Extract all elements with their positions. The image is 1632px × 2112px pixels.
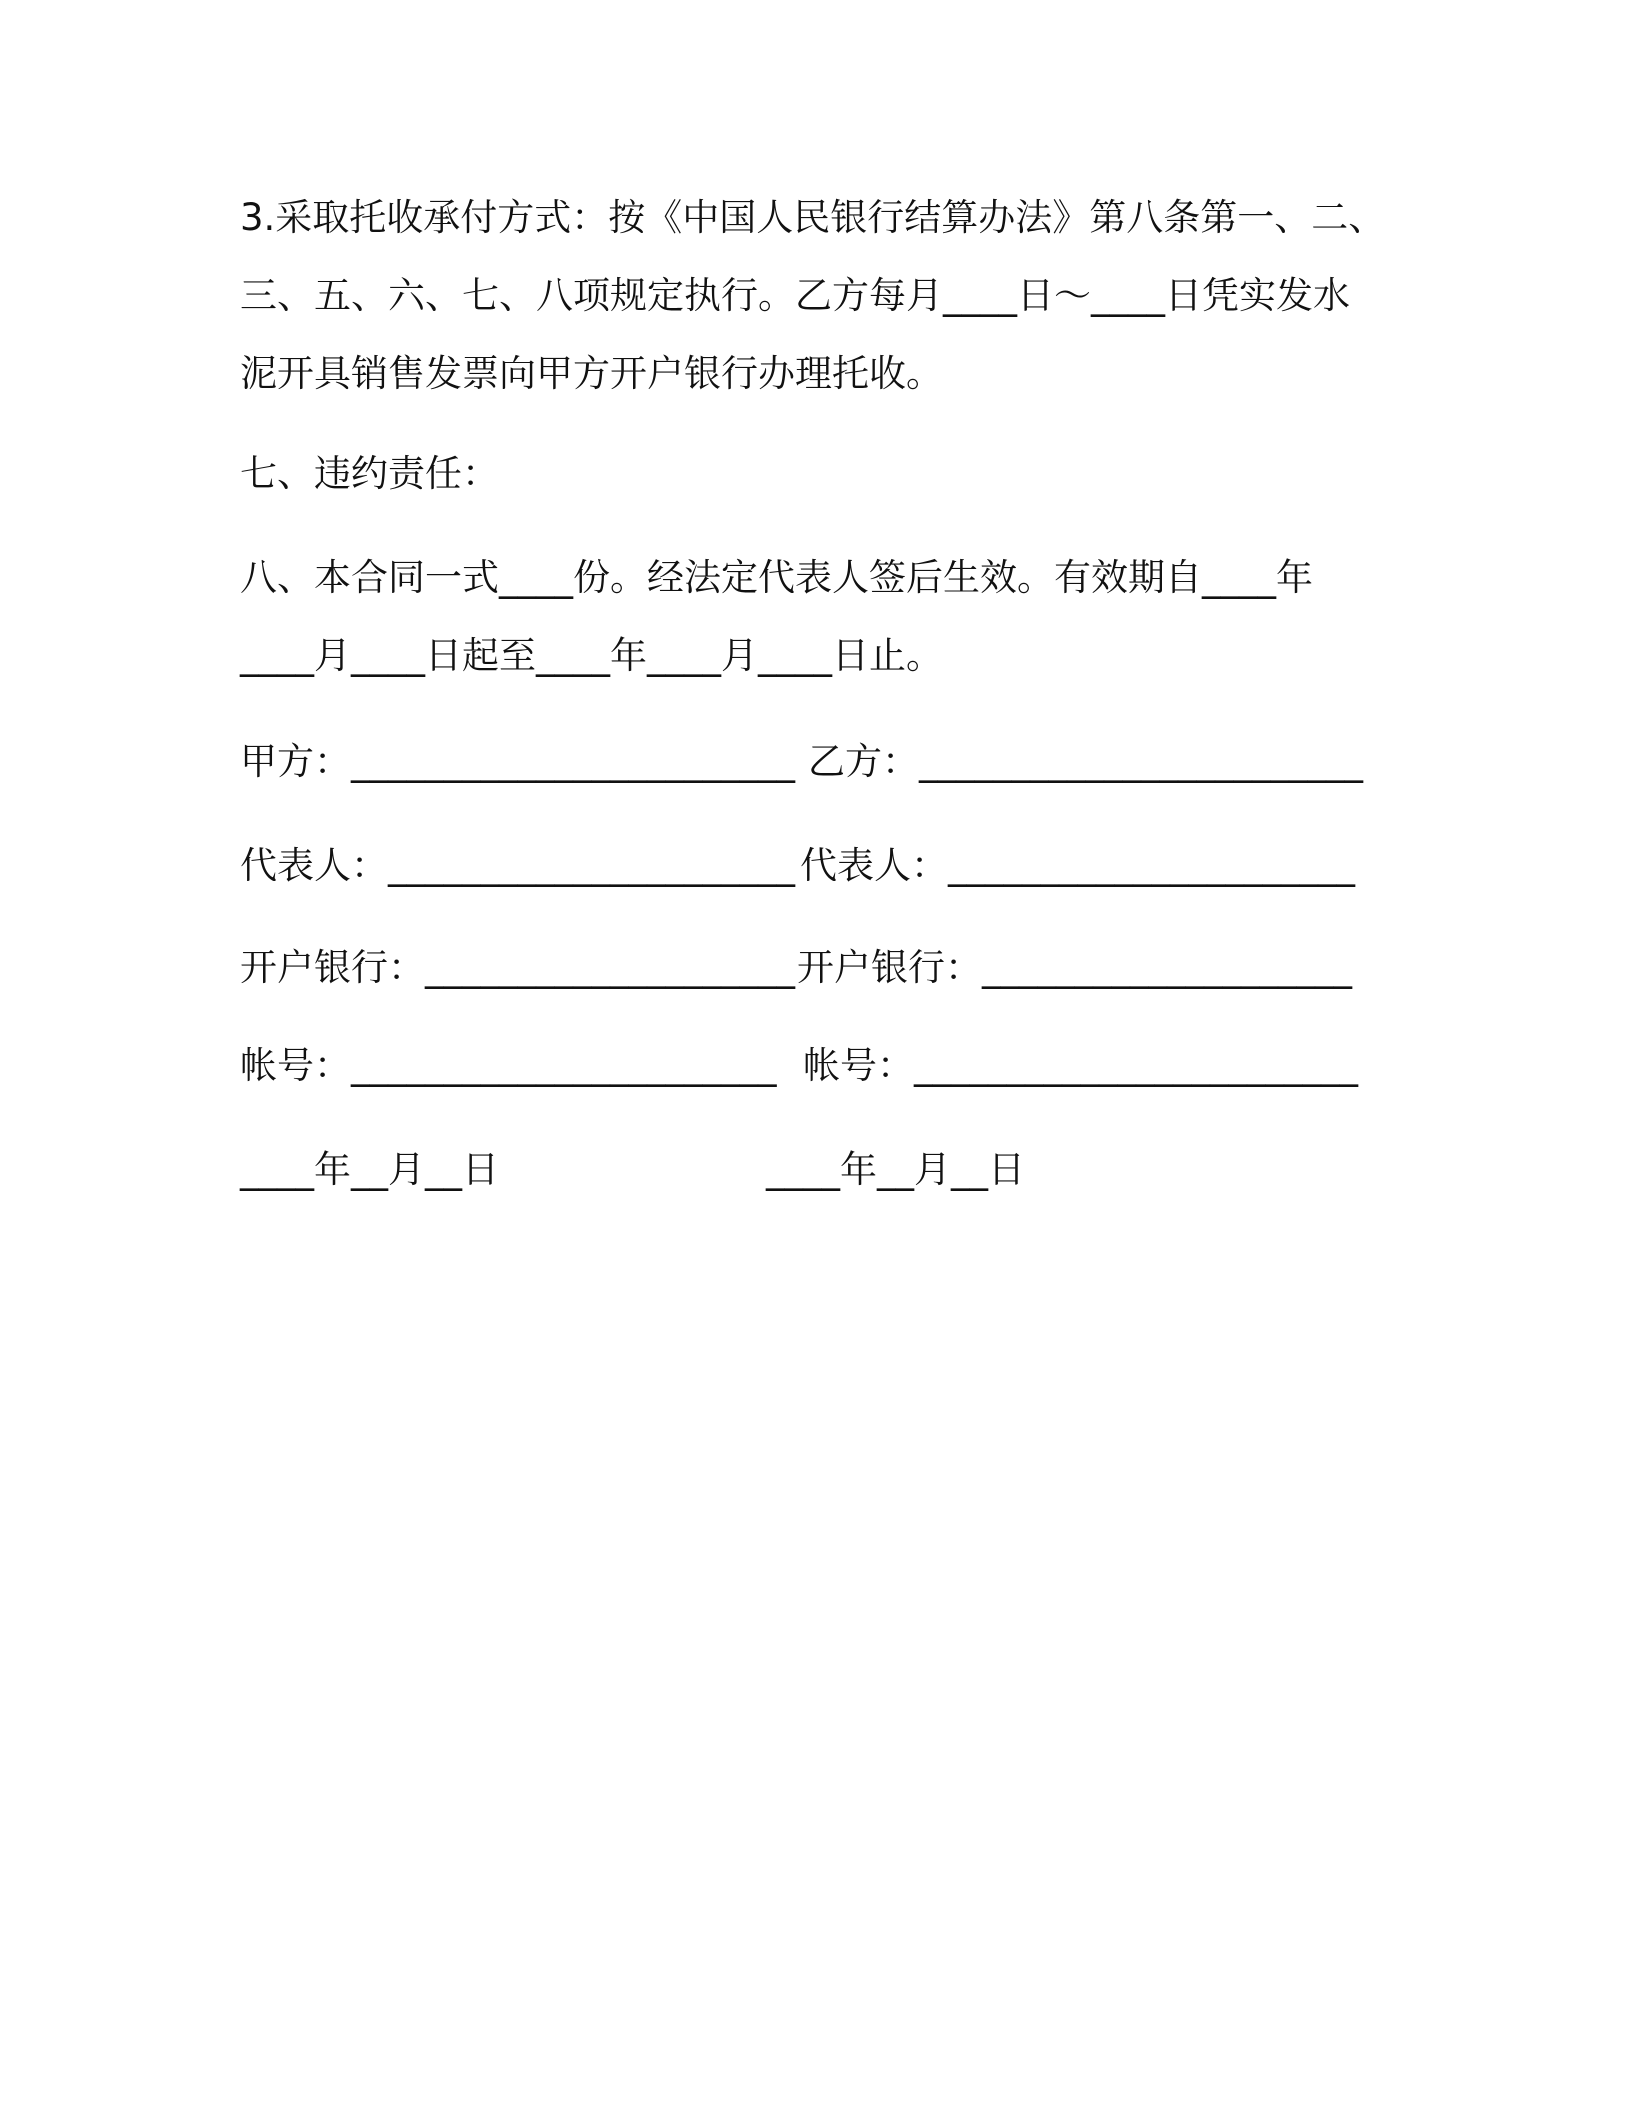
- date-b-field: ____年__月__日: [766, 1148, 1025, 1191]
- clause-3-line-2: 三、五、六、七、八项规定执行。乙方每月____日～____日凭实发水: [240, 274, 1350, 317]
- bank-b-field: 开户银行：____________________: [797, 946, 1352, 989]
- representative-b-field: 代表人：______________________: [800, 844, 1355, 887]
- clause-3-line-3: 泥开具销售发票向甲方开户银行办理托收。: [240, 352, 943, 395]
- clause-3-line-1: 3.采取托收承付方式：按《中国人民银行结算办法》第八条第一、二、: [240, 196, 1386, 239]
- section-8-line-1: 八、本合同一式____份。经法定代表人签后生效。有效期自____年: [240, 556, 1313, 599]
- bank-a-field: 开户银行：____________________: [240, 946, 795, 989]
- account-b-field: 帐号：________________________: [803, 1044, 1358, 1087]
- party-b-field: 乙方：________________________: [808, 740, 1363, 783]
- date-a-field: ____年__月__日: [240, 1148, 499, 1191]
- section-7-heading: 七、违约责任：: [240, 452, 499, 495]
- party-a-field: 甲方：________________________: [240, 740, 795, 783]
- account-a-field: 帐号：_______________________: [240, 1044, 777, 1087]
- representative-a-field: 代表人：______________________: [240, 844, 795, 887]
- section-8-line-2: ____月____日起至____年____月____日止。: [240, 634, 943, 677]
